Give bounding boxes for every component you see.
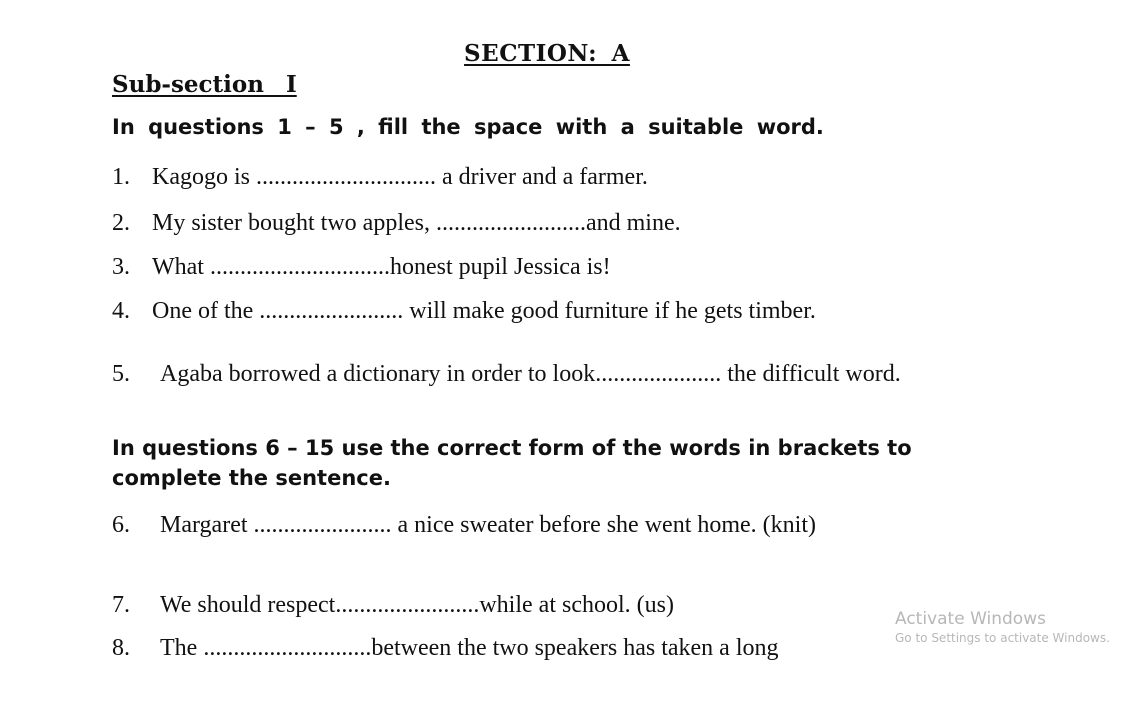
question-text: Agaba borrowed a dictionary in order to look..................... the difficult word.	[160, 361, 901, 387]
question-number: 5.	[112, 361, 130, 387]
watermark-title: Activate Windows	[895, 609, 1046, 629]
question-number: 3.	[112, 254, 130, 280]
question-item	[112, 634, 1012, 663]
section-title: SECTION: A	[464, 40, 630, 67]
question-number: 1.	[112, 164, 130, 190]
instruction-1: In questions 1 – 5 , fill the space with a suitable word.	[112, 115, 824, 139]
watermark-subtitle: Go to Settings to activate Windows.	[895, 631, 1110, 645]
question-text: What ..............................honest pupil Jessica is!	[152, 254, 611, 280]
question-item	[112, 163, 992, 192]
question-number: 4.	[112, 298, 130, 324]
question-item	[112, 360, 962, 389]
instruction-2: In questions 6 – 15 use the correct form of the words in brackets to complete the sentence.	[112, 436, 912, 490]
subsection-title: Sub-section I	[112, 71, 297, 98]
question-number: 8.	[112, 635, 130, 661]
question-item	[112, 297, 942, 326]
question-item	[112, 209, 992, 238]
question-item	[112, 253, 992, 282]
activation-watermark	[895, 608, 1110, 646]
question-number: 6.	[112, 512, 130, 538]
question-text: One of the ........................ will make good furniture if he gets timber.	[152, 298, 816, 324]
question-text: The ............................between the two speakers has taken a long	[160, 635, 779, 661]
question-number: 2.	[112, 210, 130, 236]
question-text: Margaret ....................... a nice sweater before she went home. (knit)	[160, 512, 817, 538]
question-text: We should respect........................while at school. (us)	[160, 592, 674, 618]
question-item	[112, 591, 992, 620]
question-text: My sister bought two apples, .........................and mine.	[152, 210, 681, 236]
question-number: 7.	[112, 592, 130, 618]
question-item	[112, 511, 952, 540]
question-text: Kagogo is .............................. a driver and a farmer.	[152, 164, 648, 190]
